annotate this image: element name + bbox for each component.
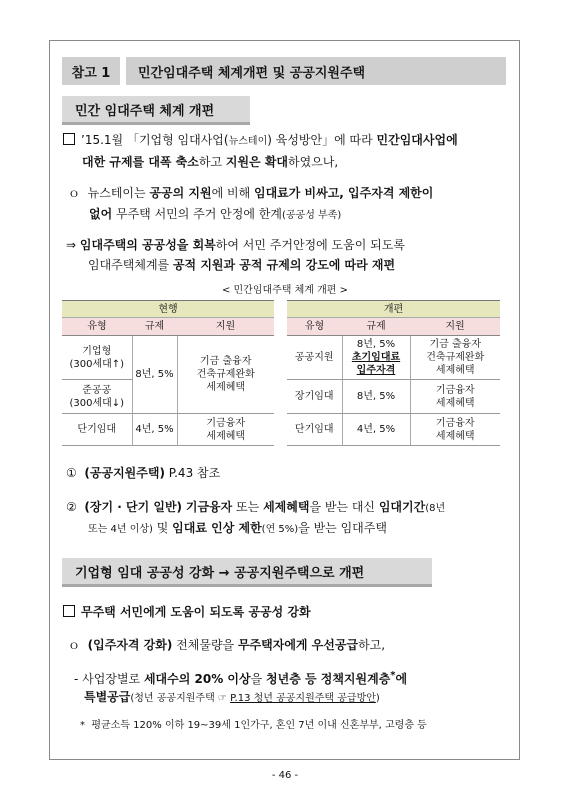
support-cell: 기금융자 세제혜택 xyxy=(410,414,500,446)
type-cell: 준공공 (300세대↓) xyxy=(62,380,132,414)
support-cell: 기금 출융자 건축규제완화 세제혜택 xyxy=(410,336,500,380)
regulation-cell: 8년, 5% 초기임대료 입주자격 xyxy=(342,336,410,380)
header-support: 지원 xyxy=(410,318,500,336)
support-cell: 기금융자 세제혜택 xyxy=(177,414,274,446)
arrow-icon: ⇒ xyxy=(66,238,77,252)
header-type: 유형 xyxy=(287,318,342,336)
paragraph-3-line-1: ⇒ 임대주택의 공공성을 회복하여 서민 주거안정에 도움이 되도록 xyxy=(66,238,405,252)
current-system-table xyxy=(62,300,274,446)
paragraph-1-line-2: 대한 규제를 대폭 축소하고 지원은 확대하였으나, xyxy=(82,155,339,169)
checkbox-icon xyxy=(63,133,75,145)
header-regulation: 규제 xyxy=(132,318,177,336)
note-1: ① (공공지원주택) P.43 참조 xyxy=(66,466,221,480)
reform-table xyxy=(287,300,500,446)
support-cell: 기금융자 세제혜택 xyxy=(410,380,500,414)
header-support: 지원 xyxy=(177,318,274,336)
regulation-cell: 8년, 5% xyxy=(342,380,410,414)
reference-header xyxy=(62,57,506,85)
type-cell: 장기임대 xyxy=(287,380,342,414)
regulation-cell: 8년, 5% xyxy=(132,336,177,414)
paragraph-6-line-2: 특별공급(청년 공공지원주택 ☞ P.13 청년 공공지원주택 공급방안) xyxy=(84,690,380,704)
footnote: * 평균소득 120% 이하 19~39세 1인가구, 혼인 7년 이내 신혼부부, 고령층 등 xyxy=(80,720,427,731)
paragraph-2-line-1: ｏ 뉴스테이는 공공의 지원에 비해 임대료가 비싸고, 입주자격 제한이 xyxy=(68,186,434,200)
table-caption: < 민간임대주택 체계 개편 > xyxy=(221,285,349,296)
reform-group-label: 개편 xyxy=(287,301,500,318)
note-2-line-2: 또는 4년 이상) 및 임대료 인상 제한(연 5%)을 받는 임대주택 xyxy=(88,521,387,535)
note-2-line-1: ② (장기 · 단기 일반) 기금융자 또는 세제혜택을 받는 대신 임대기간(8년 xyxy=(66,500,446,514)
section-title-2: 기업형 임대 공공성 강화 → 공공지원주택으로 개편 xyxy=(62,558,432,587)
header-regulation: 규제 xyxy=(342,318,410,336)
paragraph-6-line-1: - 사업장별로 세대수의 20% 이상을 청년층 등 정책지원계층*에 xyxy=(74,670,408,686)
reference-number: 참고 1 xyxy=(62,57,120,85)
type-cell: 공공지원 xyxy=(287,336,342,380)
section-title-1: 민간 임대주택 체계 개편 xyxy=(62,96,250,125)
paragraph-1-line-1: ’15.1월 「기업형 임대사업(뉴스테이) 육성방안」에 따라 민간임대사업에 xyxy=(63,132,458,150)
paragraph-4: 무주택 서민에게 도움이 되도록 공공성 강화 xyxy=(63,604,311,620)
regulation-cell: 4년, 5% xyxy=(132,414,177,446)
paragraph-5: ｏ (입주자격 강화) 전체물량을 무주택자에게 우선공급하고, xyxy=(68,638,386,652)
reference-title: 민간임대주택 체계개편 및 공공지원주택 xyxy=(126,57,506,85)
checkbox-icon xyxy=(63,605,75,617)
type-cell: 단기임대 xyxy=(287,414,342,446)
support-cell: 기금 출융자 건축규제완화 세제혜택 xyxy=(177,336,274,414)
type-cell: 단기임대 xyxy=(62,414,132,446)
regulation-cell: 4년, 5% xyxy=(342,414,410,446)
page-number: - 46 - xyxy=(271,770,299,781)
type-cell: 기업형 (300세대↑) xyxy=(62,336,132,380)
paragraph-3-line-2: 임대주택체계를 공적 지원과 공적 규제의 강도에 따라 재편 xyxy=(88,258,396,272)
header-type: 유형 xyxy=(62,318,132,336)
paragraph-2-line-2: 없어 무주택 서민의 주거 안정에 한계(공공성 부족) xyxy=(89,207,342,221)
current-group-label: 현행 xyxy=(62,301,274,318)
